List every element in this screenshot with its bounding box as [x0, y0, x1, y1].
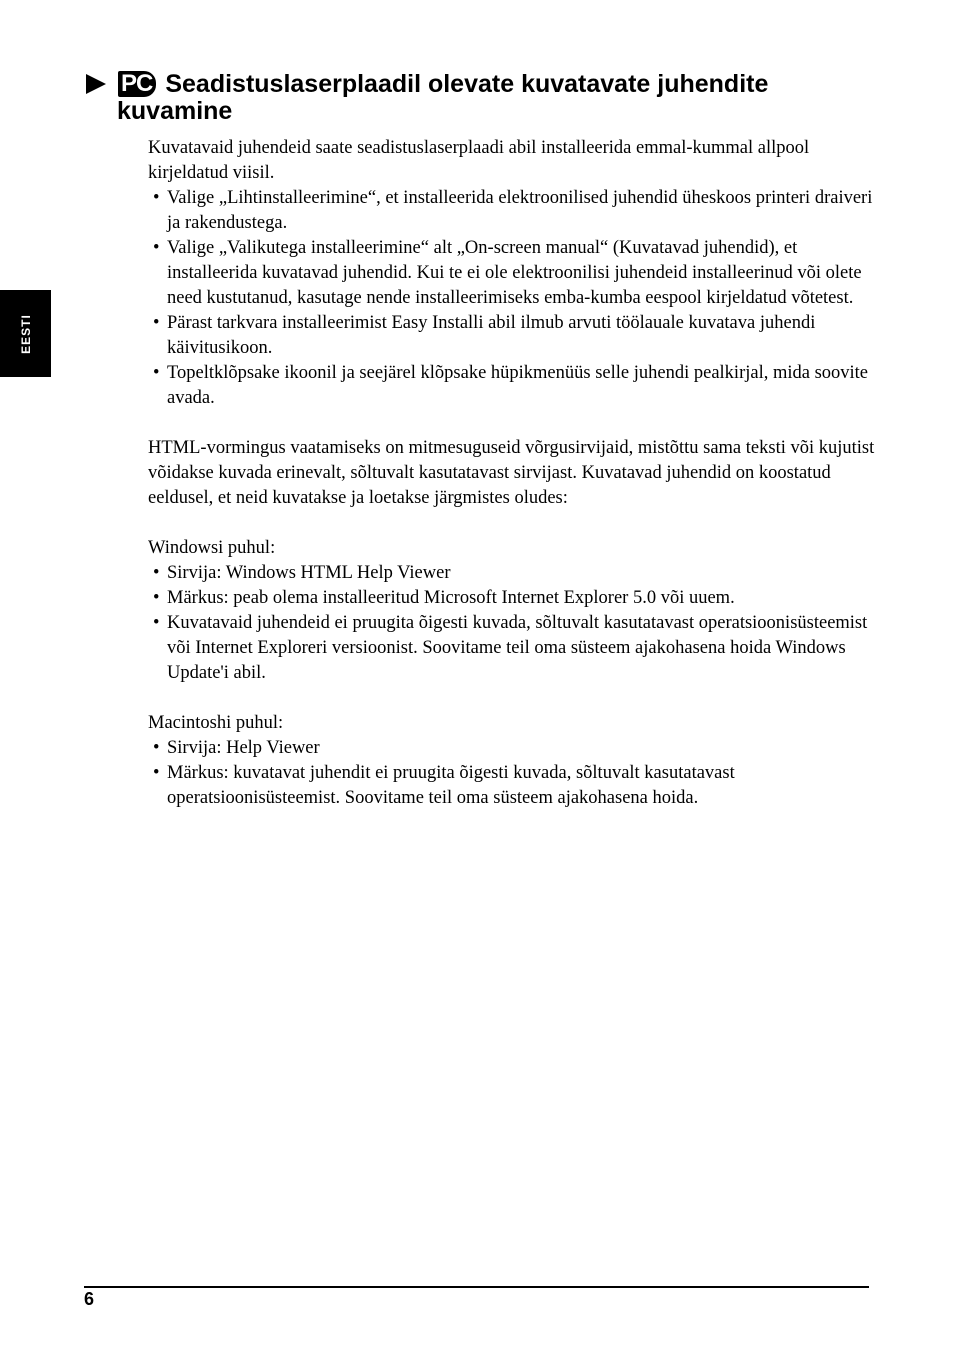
triangle-arrow-icon	[86, 74, 106, 94]
list-item-text: Märkus: peab olema installeeritud Microsoft Internet Explorer 5.0 või uuem.	[167, 588, 735, 608]
list-item	[148, 611, 876, 686]
list-item	[148, 561, 876, 586]
main-content	[148, 136, 876, 811]
macintosh-section-title: Macintoshi puhul:	[148, 713, 284, 733]
list-item-text: Pärast tarkvara installeerimist Easy Installi abil ilmub arvuti töölauale kuvatava juhendi käivitusikoon.	[167, 313, 816, 358]
bullet-icon: •	[153, 313, 160, 333]
paragraph-spacer	[148, 511, 876, 536]
list-item	[148, 186, 876, 236]
list-item	[148, 311, 876, 361]
windows-bullet-list	[148, 561, 876, 686]
paragraph-spacer	[148, 686, 876, 711]
intro-bullet-list	[148, 186, 876, 411]
list-item	[148, 586, 876, 611]
heading-title-line2: kuvamine	[117, 97, 233, 125]
list-item-text: Valige „Lihtinstalleerimine“, et installeerida elektroonilised juhendid üheskoos printeri draiveri ja rakendustega.	[167, 188, 873, 233]
list-item	[148, 736, 876, 761]
section-heading	[84, 68, 884, 126]
intro-paragraph: Kuvatavaid juhendeid saate seadistuslaserplaadi abil installeerida emmal-kummal allpool kirjeldatud viisil.	[148, 138, 810, 183]
macintosh-bullet-list	[148, 736, 876, 811]
list-item	[148, 361, 876, 411]
bullet-icon: •	[153, 238, 160, 258]
html-note-paragraph: HTML-vormingus vaatamiseks on mitmesuguseid võrgusirvijaid, mistõttu sama teksti või kujutist võidakse kuvada erinevalt, sõltuvalt kasutatavast sirvijast. Kuvatavad juhendid on koostatud eeldusel, et neid kuvatakse ja loetakse järgmistes oludes:	[148, 438, 875, 508]
list-item	[148, 761, 876, 811]
list-item	[148, 236, 876, 311]
bullet-icon: •	[153, 763, 160, 783]
bullet-icon: •	[153, 613, 160, 633]
language-tab	[0, 290, 51, 377]
list-item-text: Märkus: kuvatavat juhendit ei pruugita õigesti kuvada, sõltuvalt kasutatavast operatsioonisüsteemist. Soovitame teil oma süsteem ajakohasena hoida.	[167, 763, 735, 808]
language-tab-label: EESTI	[18, 313, 33, 354]
list-item-text: Valige „Valikutega installeerimine“ alt „On-screen manual“ (Kuvatavad juhendid), et installeerida kuvatavad juhendid. Kui te ei ole elektroonilisi juhendeid installeerinud või olete need kustutanud, kasutage nende installeerimiseks emba-kumba eespool kirjeldatud võtetest.	[167, 238, 862, 308]
page-number: 6	[84, 1289, 95, 1309]
list-item-text: Topeltklõpsake ikoonil ja seejärel klõpsake hüpikmenüüs selle juhendi pealkirjal, mida soovite avada.	[167, 363, 869, 408]
bullet-icon: •	[153, 738, 160, 758]
bullet-icon: •	[153, 188, 160, 208]
bullet-icon: •	[153, 363, 160, 383]
paragraph-spacer	[148, 411, 876, 436]
list-item-text: Kuvatavaid juhendeid ei pruugita õigesti kuvada, sõltuvalt kasutatavast operatsioonisüsteemist või Internet Exploreri versioonist. Soovitame teil oma süsteem ajakohasena hoida Windows Update'i abil.	[167, 613, 868, 683]
bullet-icon: •	[153, 588, 160, 608]
footer-divider	[84, 1286, 869, 1288]
bullet-icon: •	[153, 563, 160, 583]
list-item-text: Sirvija: Windows HTML Help Viewer	[167, 563, 451, 583]
windows-section-title: Windowsi puhul:	[148, 538, 276, 558]
pc-badge-icon: PC	[118, 71, 156, 97]
heading-title-line1: Seadistuslaserplaadil olevate kuvatavate juhendite	[165, 70, 769, 98]
list-item-text: Sirvija: Help Viewer	[167, 738, 320, 758]
